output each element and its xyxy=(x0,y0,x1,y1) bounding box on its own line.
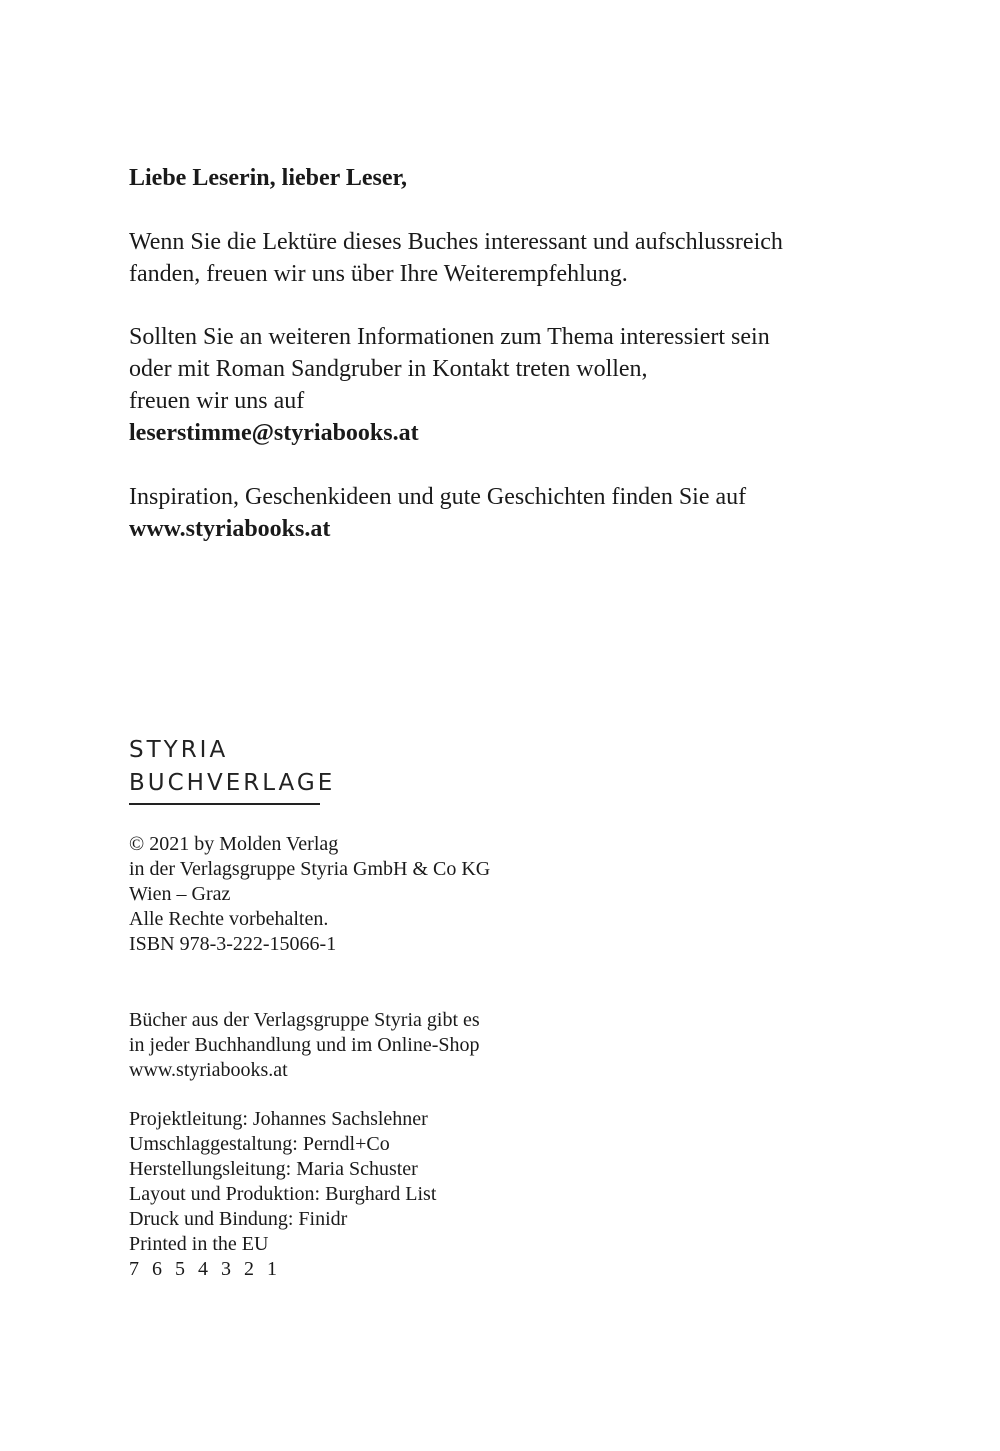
print-run-numbers: 7 6 5 4 3 2 1 xyxy=(129,1258,281,1280)
logo-line-1: STYRIA xyxy=(129,737,229,763)
greeting: Liebe Leserin, lieber Leser, xyxy=(129,165,407,191)
publisher-logo xyxy=(129,734,335,800)
website-url: www.styriabooks.at xyxy=(129,516,331,542)
contact-line-1: Sollten Sie an weiteren Informationen zum Thema interessiert sein xyxy=(129,324,770,350)
rights-line: Alle Rechte vorbehalten. xyxy=(129,908,329,930)
website-intro: Inspiration, Geschenkideen und gute Geschichten finden Sie auf xyxy=(129,484,747,510)
credit-cover-design: Umschlaggestaltung: Perndl+Co xyxy=(129,1133,390,1155)
publisher-group-line: in der Verlagsgruppe Styria GmbH & Co KG xyxy=(129,858,491,880)
copyright-block xyxy=(129,832,490,957)
location-line: Wien – Graz xyxy=(129,883,231,905)
isbn-line: ISBN 978-3-222-15066-1 xyxy=(129,933,337,955)
recommendation-line-1: Wenn Sie die Lektüre dieses Buches interessant und aufschlussreich xyxy=(129,229,783,255)
credit-production-lead: Herstellungsleitung: Maria Schuster xyxy=(129,1158,418,1180)
recommendation-paragraph xyxy=(129,226,783,290)
contact-line-3: freuen wir uns auf xyxy=(129,388,305,414)
copyright-line: © 2021 by Molden Verlag xyxy=(129,833,339,855)
shop-url: www.styriabooks.at xyxy=(129,1059,288,1081)
credit-printing: Druck und Bindung: Finidr xyxy=(129,1208,348,1230)
shop-block xyxy=(129,1008,480,1083)
recommendation-line-2: fanden, freuen wir uns über Ihre Weiterempfehlung. xyxy=(129,261,628,287)
shop-line-1: Bücher aus der Verlagsgruppe Styria gibt es xyxy=(129,1009,480,1031)
credit-project-lead: Projektleitung: Johannes Sachslehner xyxy=(129,1108,428,1130)
contact-line-2: oder mit Roman Sandgruber in Kontakt treten wollen, xyxy=(129,356,648,382)
contact-paragraph xyxy=(129,321,770,449)
credit-layout: Layout und Produktion: Burghard List xyxy=(129,1183,437,1205)
logo-underline xyxy=(129,803,320,805)
credits-block xyxy=(129,1107,436,1282)
shop-line-2: in jeder Buchhandlung und im Online-Shop xyxy=(129,1034,480,1056)
contact-email: leserstimme@styriabooks.at xyxy=(129,420,419,446)
website-paragraph xyxy=(129,481,746,545)
logo-line-2: BUCHVERLAGE xyxy=(129,770,336,796)
credit-printed-in: Printed in the EU xyxy=(129,1233,269,1255)
